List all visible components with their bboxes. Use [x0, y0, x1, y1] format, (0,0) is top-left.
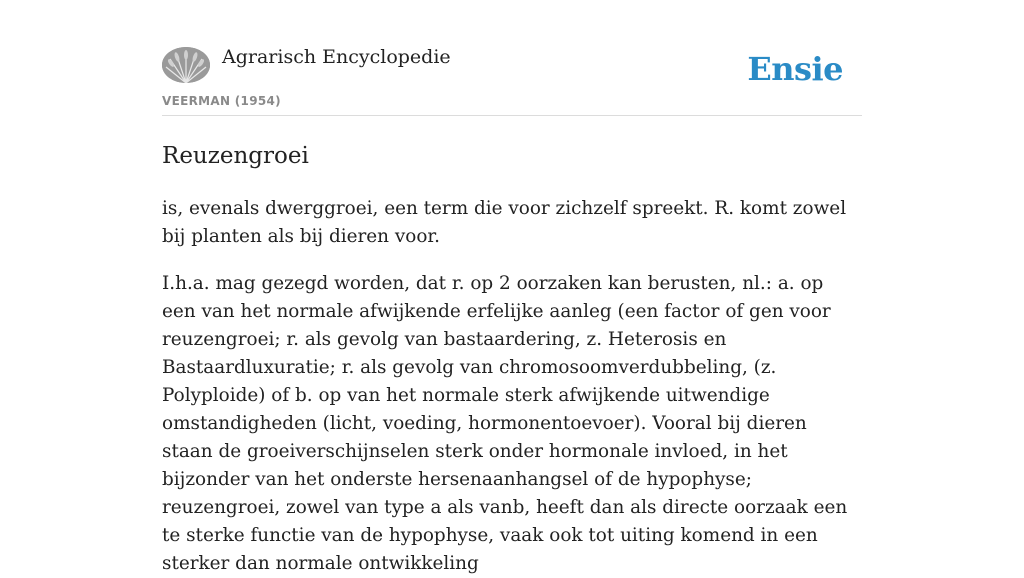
header: [162, 0, 862, 116]
wheat-icon[interactable]: [162, 47, 210, 83]
paragraph: I.h.a. mag gezegd worden, dat r. op 2 oorzaken kan berusten, nl.: a. op een van het normale afwijkende erfelijke aanleg (een factor of gen voor reuzengroei; r. als gevolg van bastaardering, z. Heterosis en Bastaardluxuratie; r. als gevolg van chromosoomverdubbeling, (z. Polyploide) of b. op van het normale sterk afwijkende uitwendige omstandigheden (licht, voeding, hormonentoevoer). Vooral bij dieren staan de groeiverschijnselen sterk onder hormonale invloed, in het bijzonder van het onderste hersenaanhangsel of de hypophyse; reuzengroei, zowel van type a als vanb, heeft dan als directe oorzaak een te sterke functie van de hypophyse, vaak ook tot uiting komend in een sterker dan normale ontwikkeling: [162, 273, 848, 574]
entry-title: Reuzengroei: [162, 143, 309, 169]
brand-logo[interactable]: Ensie: [747, 50, 843, 88]
book-title[interactable]: Agrarisch Encyclopedie: [222, 46, 451, 68]
page: [162, 0, 862, 578]
entry-content: [162, 195, 862, 578]
author-label[interactable]: VEERMAN (1954): [162, 94, 281, 108]
paragraph: is, evenals dwerggroei, een term die voor zichzelf spreekt. R. komt zowel bij planten als bij dieren voor.: [162, 198, 847, 247]
